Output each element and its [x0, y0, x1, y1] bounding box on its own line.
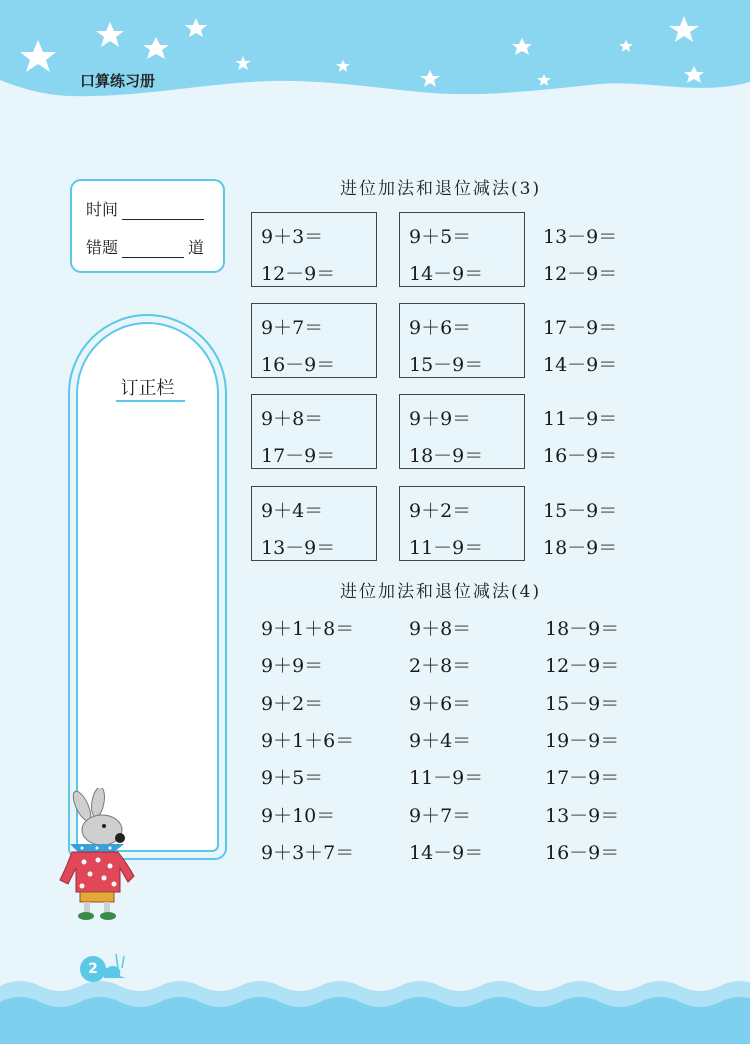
- equation[interactable]: 18－9＝: [543, 537, 618, 559]
- equation[interactable]: 12－9＝: [261, 263, 336, 285]
- equation[interactable]: 12－9＝: [543, 263, 618, 285]
- equation[interactable]: 19－9＝: [545, 730, 620, 752]
- equation[interactable]: 11－9＝: [409, 767, 484, 789]
- page-number: 2: [80, 956, 106, 982]
- equation[interactable]: 16－9＝: [543, 445, 618, 467]
- time-label: 时间: [86, 200, 119, 219]
- equation[interactable]: 15－9＝: [409, 354, 484, 376]
- equation[interactable]: 14－9＝: [543, 354, 618, 376]
- equation[interactable]: 11－9＝: [543, 408, 618, 430]
- equation[interactable]: 9＋7＝: [409, 805, 472, 827]
- equation[interactable]: 9＋6＝: [409, 693, 472, 715]
- equation[interactable]: 15－9＝: [543, 500, 618, 522]
- equation[interactable]: 15－9＝: [545, 693, 620, 715]
- equation[interactable]: 9＋6＝: [409, 317, 472, 339]
- equation[interactable]: 9＋2＝: [409, 500, 472, 522]
- time-blank[interactable]: [122, 203, 204, 220]
- rabbit-illustration: [52, 788, 142, 924]
- equation[interactable]: 17－9＝: [543, 317, 618, 339]
- equation[interactable]: 9＋10＝: [261, 805, 336, 827]
- section-3-title: 进位加法和退位减法(3): [340, 179, 542, 199]
- equation[interactable]: 9＋8＝: [409, 618, 472, 640]
- equation[interactable]: 9＋5＝: [261, 767, 324, 789]
- time-row: [86, 197, 204, 220]
- header-wave: [0, 0, 750, 110]
- equation[interactable]: 9＋1＋8＝: [261, 618, 355, 640]
- correction-area[interactable]: [76, 322, 219, 852]
- correction-panel: [68, 314, 227, 860]
- equation[interactable]: 2＋8＝: [409, 655, 472, 677]
- info-box: [70, 179, 225, 273]
- equation[interactable]: 9＋4＝: [409, 730, 472, 752]
- equation[interactable]: 16－9＝: [545, 842, 620, 864]
- equation[interactable]: 9＋9＝: [409, 408, 472, 430]
- equation[interactable]: 17－9＝: [261, 445, 336, 467]
- correction-title: 订正栏: [120, 378, 175, 399]
- equation[interactable]: 9＋1＋6＝: [261, 730, 355, 752]
- equation[interactable]: 9＋5＝: [409, 226, 472, 248]
- equation[interactable]: 12－9＝: [545, 655, 620, 677]
- equation[interactable]: 9＋9＝: [261, 655, 324, 677]
- equation[interactable]: 9＋3＋7＝: [261, 842, 355, 864]
- errors-label: 错题: [86, 238, 119, 257]
- errors-blank[interactable]: [122, 241, 184, 258]
- equation[interactable]: 18－9＝: [545, 618, 620, 640]
- equation[interactable]: 13－9＝: [545, 805, 620, 827]
- equation[interactable]: 9＋4＝: [261, 500, 324, 522]
- equation[interactable]: 18－9＝: [409, 445, 484, 467]
- equation[interactable]: 14－9＝: [409, 263, 484, 285]
- section-4-title: 进位加法和退位减法(4): [340, 582, 542, 602]
- equation[interactable]: 14－9＝: [409, 842, 484, 864]
- equation[interactable]: 13－9＝: [543, 226, 618, 248]
- equation[interactable]: 9＋7＝: [261, 317, 324, 339]
- equation[interactable]: 17－9＝: [545, 767, 620, 789]
- equation[interactable]: 9＋3＝: [261, 226, 324, 248]
- equation[interactable]: 16－9＝: [261, 354, 336, 376]
- equation[interactable]: 11－9＝: [409, 537, 484, 559]
- equation[interactable]: 9＋2＝: [261, 693, 324, 715]
- correction-title-underline: [116, 400, 185, 402]
- equation[interactable]: 13－9＝: [261, 537, 336, 559]
- book-title: 口算练习册: [80, 72, 156, 90]
- errors-unit: 道: [188, 238, 205, 257]
- equation[interactable]: 9＋8＝: [261, 408, 324, 430]
- errors-row: [86, 235, 204, 258]
